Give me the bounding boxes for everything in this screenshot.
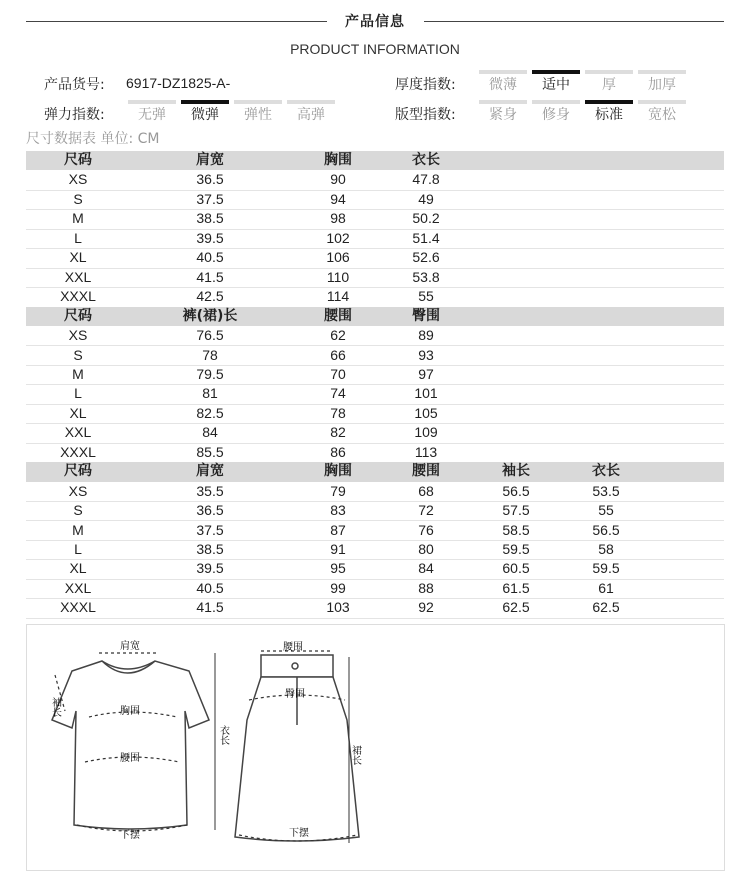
- table-cell: 70: [330, 365, 346, 382]
- table-cell: 99: [330, 579, 346, 596]
- table-cell: 47.8: [412, 171, 440, 188]
- table-cell: 57.5: [502, 502, 530, 519]
- diagram-label-sleeve: 袖长: [49, 697, 61, 717]
- table-cell: 40.5: [196, 249, 224, 266]
- diagram-label-skirt-length: 裙长: [349, 745, 361, 765]
- table-cell: XXL: [64, 268, 92, 285]
- table-header-cell: 腰围: [412, 463, 440, 480]
- table-cell: 38.5: [196, 210, 224, 227]
- fit-option-label: 宽松: [648, 107, 676, 123]
- table-cell: 56.5: [592, 521, 620, 538]
- table-header-cell: 衣长: [592, 463, 620, 480]
- table-cell: 106: [326, 249, 350, 266]
- thickness-option-bar: [532, 70, 580, 74]
- fit-option: [479, 100, 527, 124]
- table-header-cell: 袖长: [502, 463, 530, 480]
- table-cell: 81: [202, 385, 218, 402]
- table-cell: 78: [202, 346, 218, 363]
- table-cell: 41.5: [196, 268, 224, 285]
- table-cell: 82: [330, 424, 346, 441]
- table-cell: 89: [418, 327, 434, 344]
- table-cell: XXL: [64, 424, 92, 441]
- table-cell: 105: [414, 404, 438, 421]
- elasticity-option: [128, 100, 176, 124]
- table-cell: 95: [330, 560, 346, 577]
- measurement-diagram: [26, 624, 725, 871]
- fit-option-bar: [638, 100, 686, 104]
- table-header-cell: 衣长: [412, 152, 440, 168]
- table-cell: 76.5: [196, 327, 224, 344]
- table-cell: M: [72, 521, 84, 538]
- thickness-option-label: 适中: [542, 77, 570, 93]
- table-cell: 97: [418, 365, 434, 382]
- table-cell: 66: [330, 346, 346, 363]
- table-cell: 62.5: [502, 599, 530, 616]
- table-cell: M: [72, 210, 84, 227]
- elasticity-option: [234, 100, 282, 124]
- thickness-label: 厚度指数:: [395, 77, 456, 93]
- table-header-cell: 肩宽: [196, 152, 224, 168]
- elasticity-option: [181, 100, 229, 124]
- table-row: [26, 501, 724, 521]
- table-row: [26, 365, 724, 385]
- elasticity-option-bar: [128, 100, 176, 104]
- table-cell: XXXL: [60, 288, 96, 305]
- thickness-option-bar: [585, 70, 633, 74]
- table-cell: 40.5: [196, 579, 224, 596]
- diagram-label-waist: 腰围: [120, 753, 140, 764]
- thickness-option-label: 厚: [602, 77, 616, 93]
- table-cell: 92: [418, 599, 434, 616]
- table-cell: 49: [418, 190, 434, 207]
- table-cell: 36.5: [196, 171, 224, 188]
- table-row: [26, 579, 724, 599]
- table-cell: 114: [326, 288, 350, 305]
- table-cell: 53.5: [592, 482, 620, 499]
- fit-option-label: 紧身: [489, 107, 517, 123]
- diagram-label-hem: 下摆: [120, 830, 140, 841]
- page-title: 产品信息: [345, 14, 405, 30]
- elasticity-option-label: 微弹: [191, 107, 219, 123]
- table-row: [26, 423, 724, 443]
- table-cell: 62: [330, 327, 346, 344]
- thickness-option-label: 微薄: [489, 77, 517, 93]
- table-cell: L: [74, 385, 82, 402]
- table-cell: XS: [68, 327, 88, 344]
- table-cell: 58.5: [502, 521, 530, 538]
- table-header-cell: 裤(裙)长: [182, 307, 238, 324]
- table-cell: 55: [418, 288, 434, 305]
- thickness-option: [638, 70, 686, 94]
- elasticity-option-label: 弹性: [244, 107, 272, 123]
- item-no-label: 产品货号:: [44, 77, 105, 93]
- item-no-value: 6917-DZ1825-A-: [126, 75, 231, 91]
- diagram-label-length: 衣长: [217, 725, 229, 745]
- table-row: [26, 248, 724, 268]
- tshirt-illustration: [49, 661, 209, 829]
- table-cell: XXL: [64, 579, 92, 596]
- table-cell: L: [74, 541, 82, 557]
- table-cell: 76: [418, 521, 434, 538]
- table-cell: 61.5: [502, 579, 530, 596]
- table-header-row: [26, 307, 724, 326]
- table-header-cell: 尺码: [64, 307, 92, 324]
- table-row: [26, 326, 724, 346]
- table-cell: 88: [418, 579, 434, 596]
- elasticity-option-bar: [287, 100, 335, 104]
- table-cell: 38.5: [196, 541, 224, 557]
- table-cell: 82.5: [196, 404, 224, 421]
- elasticity-label: 弹力指数:: [44, 107, 105, 123]
- diagram-label-shoulder: 肩宽: [120, 641, 140, 652]
- table-cell: 59.5: [502, 541, 530, 557]
- table-row: [26, 559, 724, 579]
- table-cell: 113: [414, 443, 438, 460]
- thickness-option-bar: [479, 70, 527, 74]
- table-cell: 61: [598, 579, 614, 596]
- table-cell: 102: [326, 229, 350, 246]
- elasticity-option-bar: [181, 100, 229, 104]
- table-cell: S: [73, 346, 83, 363]
- table-cell: 35.5: [196, 482, 224, 499]
- fit-option-label: 标准: [595, 107, 623, 123]
- diagram-label-skirt-waist: 腰围: [283, 642, 303, 653]
- table-cell: 109: [414, 424, 438, 441]
- fit-option-label: 修身: [542, 107, 570, 123]
- table-cell: 83: [330, 502, 346, 519]
- table-cell: 68: [418, 482, 434, 499]
- table-row: [26, 384, 724, 404]
- table-cell: 84: [202, 424, 218, 441]
- table-row: [26, 268, 724, 288]
- fit-option: [532, 100, 580, 124]
- table-cell: 80: [418, 541, 434, 557]
- table-cell: 103: [326, 599, 350, 616]
- table-cell: 56.5: [502, 482, 530, 499]
- table-cell: 37.5: [196, 190, 224, 207]
- table-cell: 98: [330, 210, 346, 227]
- table-cell: 110: [326, 268, 350, 285]
- table-header-cell: 尺码: [64, 152, 92, 168]
- table-cell: 91: [330, 541, 346, 557]
- table-header-cell: 胸围: [324, 152, 352, 168]
- table-cell: XL: [69, 404, 87, 421]
- table-cell: 85.5: [196, 443, 224, 460]
- table-row: [26, 190, 724, 210]
- table-cell: 86: [330, 443, 346, 460]
- table-cell: 90: [330, 171, 346, 188]
- table-cell: 79.5: [196, 365, 224, 382]
- table-cell: 39.5: [196, 560, 224, 577]
- table-cell: XL: [69, 560, 87, 577]
- table-row: [26, 540, 724, 560]
- table-cell: 79: [330, 482, 346, 499]
- table-header-cell: 腰围: [324, 307, 352, 324]
- table-row: [26, 443, 724, 463]
- table-header-cell: 臀围: [412, 307, 440, 324]
- table-cell: XS: [68, 482, 88, 499]
- table-row: [26, 287, 724, 307]
- table-cell: 84: [418, 560, 434, 577]
- table-cell: 94: [330, 190, 346, 207]
- table-cell: 58: [598, 541, 614, 557]
- fit-option-bar: [532, 100, 580, 104]
- table-cell: 60.5: [502, 560, 530, 577]
- table-row: [26, 346, 724, 366]
- table-cell: 101: [414, 385, 438, 402]
- table-row: [26, 404, 724, 424]
- table-row: [26, 229, 724, 249]
- table-cell: XXXL: [60, 443, 96, 460]
- skirt-illustration: [235, 655, 359, 841]
- fit-label: 版型指数:: [395, 107, 456, 123]
- table-row: [26, 170, 724, 190]
- table-cell: S: [73, 502, 83, 519]
- table-cell: 78: [330, 404, 346, 421]
- table-cell: 36.5: [196, 502, 224, 519]
- measurement-illustration: [27, 625, 724, 870]
- elasticity-option: [287, 100, 335, 124]
- table-cell: XXXL: [60, 599, 96, 616]
- table-header-cell: 尺码: [64, 463, 92, 480]
- table-row: [26, 482, 724, 502]
- elasticity-option-bar: [234, 100, 282, 104]
- table-cell: 51.4: [412, 229, 440, 246]
- table-header-row: [26, 151, 724, 170]
- table-cell: 41.5: [196, 599, 224, 616]
- table-header-row: [26, 462, 724, 481]
- fit-option: [638, 100, 686, 124]
- table-cell: 52.6: [412, 249, 440, 266]
- table-row: [26, 209, 724, 229]
- table-cell: 62.5: [592, 599, 620, 616]
- diagram-label-skirt-hip: 臀围: [285, 689, 305, 700]
- table-cell: L: [74, 229, 82, 246]
- table-cell: M: [72, 365, 84, 382]
- table-cell: 72: [418, 502, 434, 519]
- table-cell: 39.5: [196, 229, 224, 246]
- table-cell: 93: [418, 346, 434, 363]
- table-cell: XL: [69, 249, 87, 266]
- diagram-label-chest: 胸围: [120, 706, 140, 717]
- table-cell: S: [73, 190, 83, 207]
- table-cell: 55: [598, 502, 614, 519]
- thickness-option-bar: [638, 70, 686, 74]
- thickness-option-label: 加厚: [648, 77, 676, 93]
- table-cell: 87: [330, 521, 346, 538]
- table-cell: 53.8: [412, 268, 440, 285]
- fit-option-bar: [585, 100, 633, 104]
- thickness-option: [532, 70, 580, 94]
- thickness-option: [585, 70, 633, 94]
- fit-option: [585, 100, 633, 124]
- elasticity-option-label: 高弹: [297, 107, 325, 123]
- thickness-option: [479, 70, 527, 94]
- table-header-cell: 肩宽: [196, 463, 224, 480]
- table-cell: 42.5: [196, 288, 224, 305]
- table-header-cell: 胸围: [324, 463, 352, 480]
- elasticity-option-label: 无弹: [138, 107, 166, 123]
- table-row: [26, 521, 724, 541]
- diagram-label-skirt-hem: 下摆: [289, 828, 309, 839]
- table-cell: 74: [330, 385, 346, 402]
- page-subtitle: PRODUCT INFORMATION: [290, 41, 460, 57]
- size-table-caption: 尺寸数据表 单位: CM: [26, 131, 160, 147]
- table-row: [26, 598, 724, 618]
- table-cell: 59.5: [592, 560, 620, 577]
- table-cell: 50.2: [412, 210, 440, 227]
- table-cell: 37.5: [196, 521, 224, 538]
- fit-option-bar: [479, 100, 527, 104]
- table-cell: XS: [68, 171, 88, 188]
